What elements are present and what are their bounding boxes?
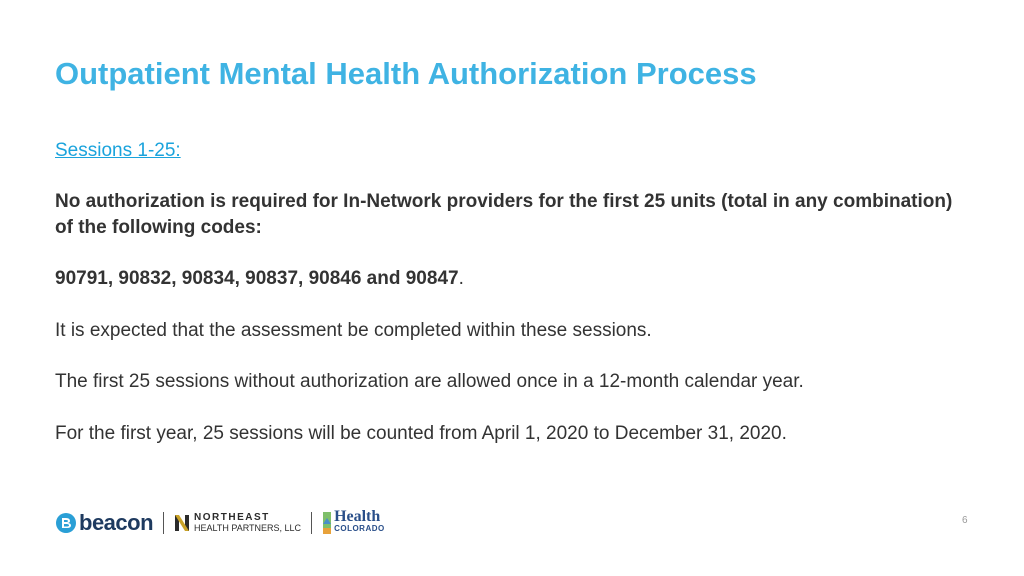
slide-title: Outpatient Mental Health Authorization Process (55, 56, 757, 91)
beacon-logo (55, 510, 153, 536)
assessment-text: It is expected that the assessment be completed within these sessions. (55, 320, 652, 341)
beacon-mark-icon (55, 512, 77, 534)
codes-period: . (458, 268, 464, 289)
northeast-health-partners-logo (174, 512, 301, 534)
health-colorado-top: Health (334, 508, 381, 525)
first-year-text: For the first year, 25 sessions will be counted from April 1, 2020 to December 31, 2020. (55, 423, 787, 444)
footer-logos (55, 505, 385, 541)
health-colorado-bottom: COLORADO (334, 524, 385, 533)
nhp-subtitle: HEALTH PARTNERS, LLC (194, 523, 302, 533)
page-number: 6 (962, 515, 968, 526)
nhp-name: NORTHEAST (194, 512, 270, 523)
codes-paragraph (55, 266, 955, 292)
mountain-icon (322, 510, 332, 536)
health-colorado-logo (322, 510, 385, 536)
once-per-year-text: The first 25 sessions without authorization are allowed once in a 12-month calendar year. (55, 371, 804, 392)
beacon-wordmark: beacon (79, 510, 154, 535)
codes-list: 90791, 90832, 90834, 90837, 90846 and 90847 (55, 268, 459, 289)
logo-divider (311, 512, 312, 534)
no-authorization-text: No authorization is required for In-Network providers for the first 25 units (total in any combination) of the following codes: (55, 191, 953, 238)
nhp-n-mark-icon (174, 513, 190, 533)
logo-divider (163, 512, 164, 534)
sessions-subheading: Sessions 1-25: (55, 140, 181, 161)
